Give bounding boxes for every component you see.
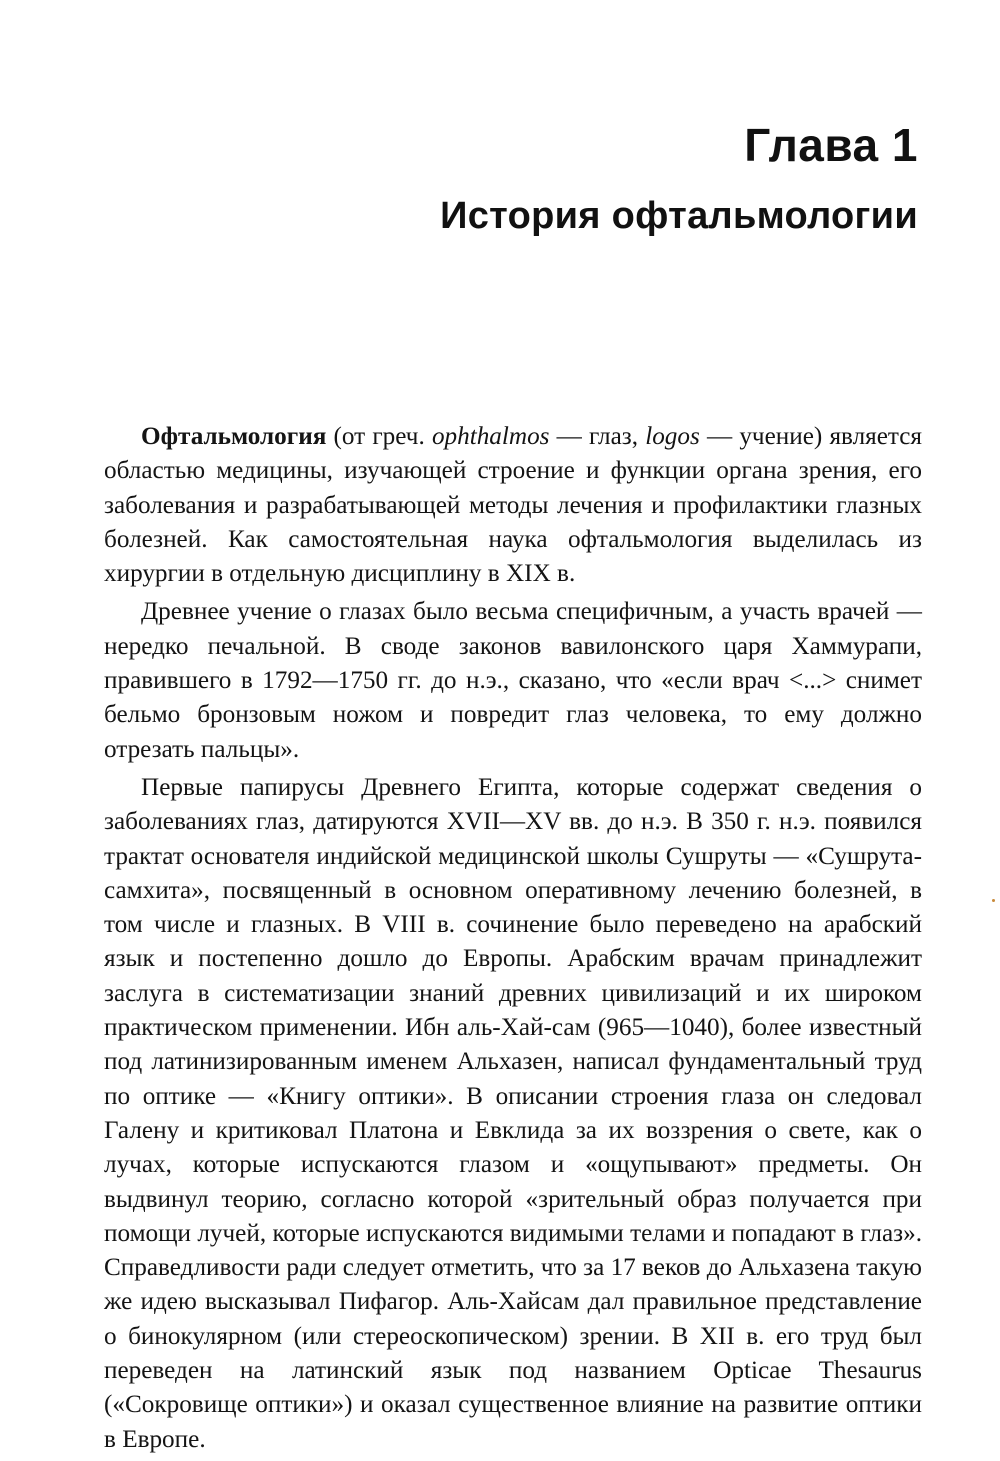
paragraph-history: Первые папирусы Древнего Египта, которые содержат сведения о заболеваниях глаз, датируются XVII—XV вв. до н.э. В 350 г. н.э. появился трактат основателя индийской медицинской школы Сушруты — «Сушрута-самхита», посвященный в основном оперативному лечению болезней, в том числе и глазных. В VIII в. сочинение было переведено на арабский язык и постепенно дошло до Европы. Арабским врачам принадлежит заслуга в систематизации знаний древних цивилизаций и их широком практическом применении. Ибн аль-Хай-сам (965—1040), более известный под латинизированным именем Альхазен, написал фундаментальный труд по оптике — «Книгу оптики». В описании строения глаза он следовал Галену и критиковал Платона и Евклида за их воззрения о свете, как о лучах, которые испускаются глазом и «ощупывают» предметы. Он выдвинул теорию, согласно которой «зрительный образ получается при помощи лучей, которые испускаются видимыми телами и попадают в глаз». Справедливости ради следует отметить, что за 17 веков до Альхазена такую же идею высказывал Пифагор. Аль-Хайсам дал правильное представление о бинокулярном (или стереоскопическом) зрении. В XII в. его труд был переведен на латинский язык под названием Opticae Thesaurus («Сокровище оптики») и оказал существенное влияние на развитие оптики в Европе.	[104, 773, 922, 1453]
greek-word-logos: logos	[645, 423, 700, 450]
chapter-number: Глава 1	[744, 119, 918, 171]
paragraph-hammurabi: Древнее учение о глазах было весьма специфичным, а участь врачей — нередко печальной. В своде законов вавилонского царя Хаммурапи, правившего в 1792—1750 гг. до н.э., сказано, что «если врач <...> снимет бельмо бронзовым ножом и повредит глаз человека, то ему должно отрезать пальцы».	[104, 598, 922, 763]
scan-speck	[992, 899, 995, 902]
term-ophthalmology: Офтальмология	[141, 423, 327, 450]
paragraph-intro-part2: — глаз,	[549, 423, 646, 450]
chapter-body	[104, 420, 922, 1461]
paragraph-intro	[104, 420, 922, 591]
paragraph-intro-part3: — учение) является областью медицины, изучающей строение и функции органа зрения, его заболевания и разрабатывающей методы лечения и профилактики глазных болезней. Как самостоятельная наука офтальмология выделилась из хирургии в отдельную дисциплину в XIX в.	[104, 423, 922, 588]
chapter-title: История офтальмологии	[440, 195, 918, 237]
greek-word-ophthalmos: ophthalmos	[431, 423, 550, 450]
paragraph-intro-part1: (от греч.	[326, 423, 432, 450]
